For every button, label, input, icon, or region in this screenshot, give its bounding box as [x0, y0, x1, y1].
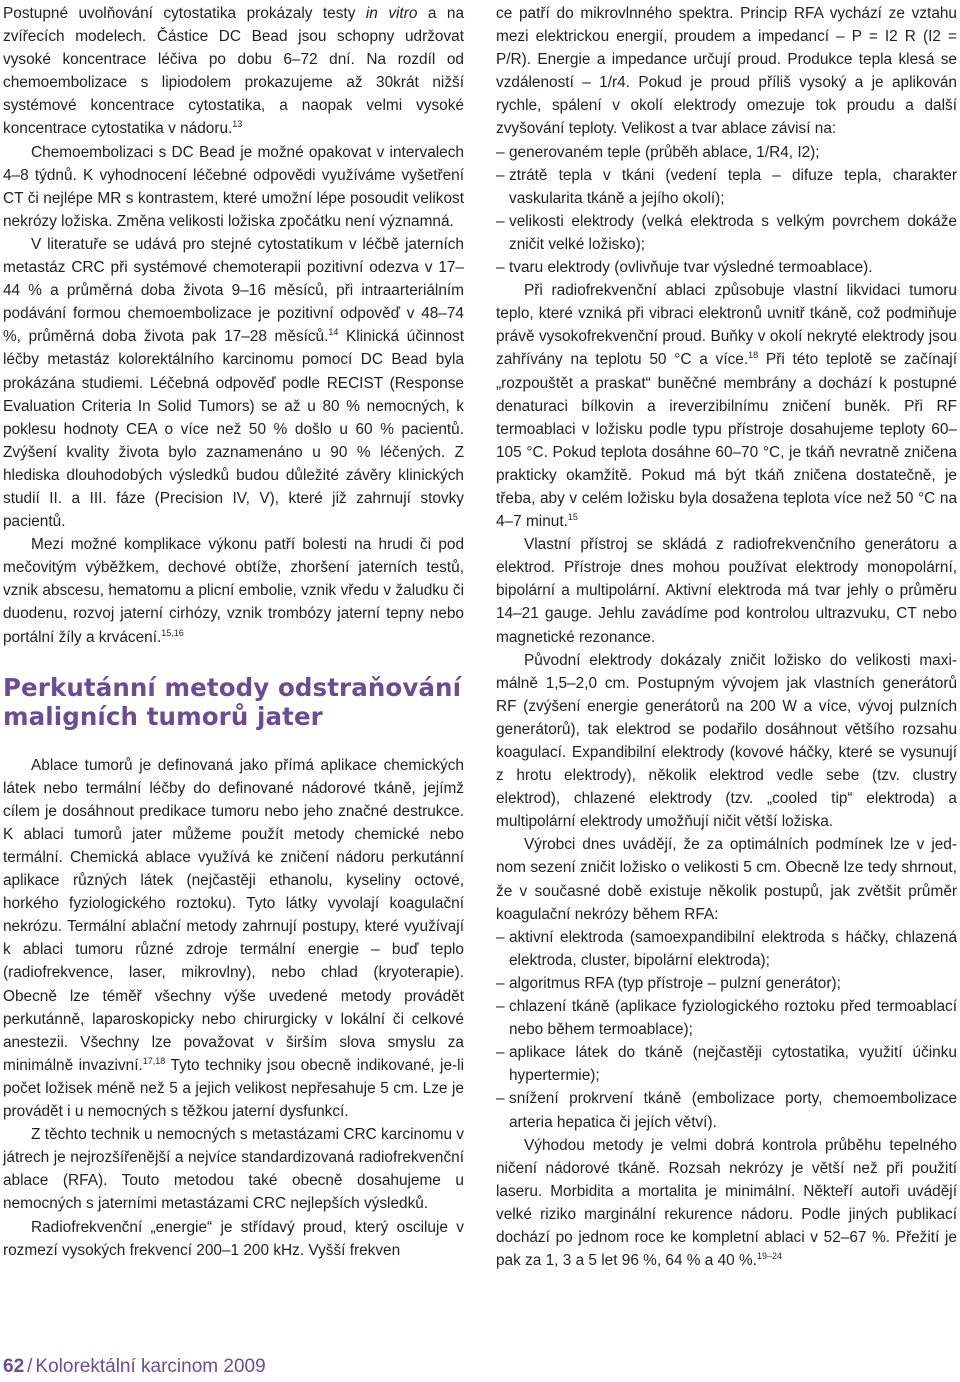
reference-number: 19–24 — [756, 1251, 782, 1262]
list-item: – aplikace látek do tkáně (nejčastěji cytostatika, využití účinku hypertermie); — [496, 1041, 957, 1087]
paragraph — [496, 279, 957, 533]
text-run: V literatuře se udává pro stejné cytostatikum v léčbě jaterních metastáz CRC při systémové chemoterapii pozitivní odezva v 17–44 % a průměrná doba života 9–16 měsíců, při intraarteriálním podávání formou chemoembolizace je pozitivní odpověď v 48–74 %, průměrná doba života pak 17–28 měsíců. — [3, 235, 464, 346]
reference-number: 15,16 — [161, 627, 184, 638]
paragraph — [496, 833, 957, 925]
footer-separator: / — [27, 1356, 33, 1377]
paragraph — [496, 533, 957, 648]
paragraph — [496, 2, 957, 141]
section-heading: Perkutánní metody odstraňování maligních tumorů jater — [3, 672, 462, 731]
left-column — [3, 2, 464, 1262]
text-run: Výrobci dnes uvádějí, že za optimálních podmínek lze v jednom sezení zničit ložisko o velikosti 5 cm. Obecně lze tedy shrnout, že v současné době existuje několik postupů, jak zvětšit průměr koagulační nekrózy během RFA: — [496, 836, 957, 923]
text-run: Ablace tumorů je definovaná jako přímá aplikace chemických látek nebo termální léčby do definované nádorové tkáně, jejímž cílem je dosáhnout predikace tumoru nebo jeho značné destrukce. K ablaci tumorů jater můžeme použít metody chemické nebo termální. Chemická ablace využívá ke zničení nádoru perkutánní aplikace různých látek (nejčastěji ethanolu, kyseliny octové, horkého fyziologického roztoku). Tyto látky vyvolají koagulační nekrózu. Termální ablační metody zahrnují postupy, které využívají k ablaci tumoru různé zdroje termální energie – buď teplo (radiofrekvence, laser, mikrovlny), nebo chlad (kryoterapie). Obecně lze téměř všechny výše uvedené metody provádět perkutánně, laparoskopicky nebo chirurgicky v lokální či celkové anestezii. Všechny lze považovat v širším slova smyslu za minimálně invazivní. — [3, 756, 464, 1074]
publication-title: Kolorektální karcinom 2009 — [35, 1356, 266, 1377]
text-run: Vlastní přístroj se skládá z radiofrekvenčního generátoru a elektrod. Přístroje dnes mohou používat elektrody monopolární, bipolární a multipolární. Aktivní elektroda má tvar jehly o průměru 14–21 gauge. Jehlu zavádíme pod kontrolou ultrazvuku, CT nebo magnetické rezonance. — [496, 536, 957, 646]
text-run: Původní elektrody dokázaly zničit ložisko do velikosti maximálně 1,5–2,0 cm. Postupným vývojem jak vlastních generátorů RF (zvýšení energie generátorů na 200 W a více, vývoj pulzních generátorů), tak elektrod se podařilo dosáhnout většího rozsahu koagulací. Expandibilní elektrody (kovové háčky, které se vysunují z hrotu elektrody), několik elektrod vedle sebe (tzv. clustry elektrod), chlazené elektrody (tzv. „cooled tip“ elektroda) a multipolární elektrody umožňují ničit větší ložiska. — [496, 651, 957, 831]
text-run: Radiofrekvenční „energie“ je střídavý proud, který osciluje v rozmezí vysokých frekvencí 200–1 200 kHz. Vyšší frekven — [3, 1218, 464, 1259]
right-column — [496, 2, 957, 1272]
list-item: – generovaném teple (průběh ablace, 1/R4, I2); — [496, 141, 957, 164]
text-run: Chemoembolizaci s DC Bead je možné opakovat v intervalech 4–8 týdnů. K vyhodnocení léčebné odpovědi využíváme vyšetření CT či nejlépe MR s kontrastem, které umožní lépe posoudit velikost nekrózy ložiska. Změna velikosti ložiska zpočátku není významná. — [3, 143, 464, 230]
text-run-italic: in vitro — [365, 5, 418, 22]
paragraph — [3, 233, 464, 533]
text-run: Z těchto technik u nemocných s metastázami CRC karcinomu v játrech je nejrozšířenější a nejvíce standardizovaná radiofrekvenční ablace (RFA). Touto metodou také obecně dosahujeme u nemocných s jaterními metastázami CRC nejlepších výsledků. — [3, 1126, 464, 1213]
paragraph — [3, 754, 464, 1124]
paragraph — [3, 1123, 464, 1215]
reference-number: 15 — [567, 512, 578, 523]
bullet-list — [496, 926, 957, 1134]
list-item: – ztrátě tepla v tkáni (vedení tepla – difuze tepla, charakter vaskularita tkáně a jejího okolí); — [496, 164, 957, 210]
list-item: – tvaru elektrody (ovlivňuje tvar výsledné termoablace). — [496, 256, 957, 279]
text-run: Klinická účinnost léčby metastáz kolorektálního karcinomu pomocí DC Bead byla prokázána studiemi. Léčebná odpověď podle RECIST (Response Evaluation Criteria In Solid Tumors) se až u 80 % nemocných, k poklesu hodnoty CEA o více než 50 % došlo u 60 % pacientů. Zvýšení kvality života bylo zaznamenáno u 90 % léčených. Z hlediska dlouhodobých výsledků budou důležité závěry klinických studií II. a III. fáze (Precision IV, V), které již zahrnují stovky pacientů. — [3, 328, 464, 531]
reference-number: 18 — [748, 350, 759, 361]
list-item: – algoritmus RFA (typ přístroje – pulzní generátor); — [496, 972, 957, 995]
text-run: a na zvířecích modelech. Částice DC Bead jsou schopny udržovat vysoké koncentrace léčiva po dobu 6–72 dní. Na rozdíl od chemoembolizace s lipiodolem prokazujeme až 30krát nižší systémové koncentrace cytostatika, a naopak velmi vysoké koncentrace cytostatika v nádoru. — [3, 5, 465, 138]
list-item: – chlazení tkáně (aplikace fyziologického roztoku před termoablací nebo během termoablace); — [496, 995, 957, 1041]
text-run: Výhodou metody je velmi dobrá kontrola průběhu tepelného ničení nádorové tkáně. Rozsah nekrózy je větší než při použití laseru. Morbidita a mortalita je minimální. Někteří autoři uvádějí velké riziko marginální rekurence nádoru. Podle jiných publikací dochází po jednom roce ke kompletní ablaci v 52–67 %. Přežití je pak za 1, 3 a 5 let 96 %, 64 % a 40 %. — [496, 1136, 957, 1270]
list-item: – velikosti elektrody (velká elektroda s velkým povrchem dokáže zničit velké ložisko); — [496, 210, 957, 256]
text-run: Při radiofrekvenční ablaci způsobuje vlastní likvidaci tumoru teplo, které vzniká při vibraci elektronů uvnitř tkáně, což podmiňuje právě vysokofrekvenční proud. Buňky v okolí nekryté elektrody jsou zahřívány na teplotu 50 °C a více. — [496, 282, 957, 369]
text-run: Mezi možné komplikace výkonu patří bolesti na hrudi či pod mečovitým výběžkem, dechové obtíže, zhoršení jaterních testů, vznik abscesu, hematomu a plicní embolie, vznik vředu v žaludku či duodenu, rozvoj jaterní cirhózy, vznik trombózy jaterní tepny nebo portální žíly a krvácení. — [3, 536, 464, 646]
paragraph — [496, 649, 957, 834]
text-run: Tyto techniky jsou obecně indikované, je-li počet ložisek méně než 5 a jejich velikost nepřesahuje 5 cm. Lze je provádět i u nemocných s těžkou jaterní dysfunkcí. — [3, 1056, 464, 1121]
text-run: Při této teplotě se začínají „rozpouštět a praskat“ buněčné membrány a dochází k postupné denaturaci bílkovin a ireverzibilnímu zničení buněk. Při RF termoablaci v ložisku podle typu přístroje dosahujeme teploty 60–105 °C. Pokud teplota dosáhne 60–70 °C, je tkáň nevratně zničena prakticky okamžitě. Pokud má být tkáň zničena dostatečně, je třeba, aby v celém ložisku byla dosažena teplota více než 50 °C na 4–7 minut. — [496, 351, 957, 531]
paragraph — [496, 1134, 957, 1273]
paragraph — [3, 1216, 464, 1262]
page-number: 62 — [3, 1356, 25, 1377]
paragraph — [3, 141, 464, 233]
text-run: ce patří do mikrovlnného spektra. Princip RFA vychází ze vztahu mezi elektrickou energií, proudem a impedancí – P = I2 R (I2 = P/R). Energie a impedance určují proud. Produkce tepla klesá se vzdáleností – 1/r4. Pokud je proud příliš vysoký a je aplikován rychle, spálení v okolí elektrody omezuje tok proudu a další zvyšování teploty. Velikost a tvar ablace závisí na: — [496, 5, 957, 138]
paragraph — [3, 533, 464, 648]
reference-number: 13 — [232, 119, 243, 130]
reference-number: 14 — [328, 327, 339, 338]
page-footer — [3, 1356, 266, 1378]
reference-number: 17,18 — [142, 1055, 166, 1066]
list-item: – aktivní elektroda (samoexpandibilní elektroda s háčky, chlazená elektroda, cluster, bipolární elektroda); — [496, 926, 957, 972]
list-item: – snížení prokrvení tkáně (embolizace porty, chemoembolizace arteria hepatica či jejích větví). — [496, 1087, 957, 1133]
paragraph — [3, 2, 464, 141]
bullet-list — [496, 141, 957, 280]
text-run: Postupné uvolňování cytostatika prokázaly testy — [3, 5, 366, 22]
